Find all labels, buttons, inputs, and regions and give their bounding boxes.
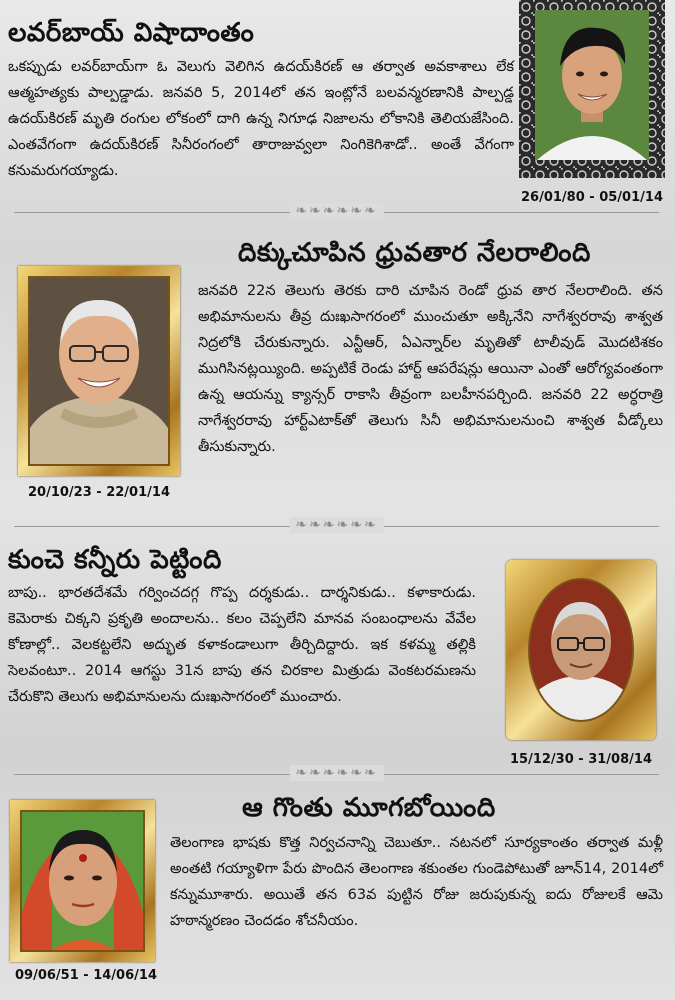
portrait-elderly-man-glasses-icon: [530, 580, 632, 720]
dates-anr: 20/10/23 - 22/01/14: [28, 485, 170, 500]
section-divider: [14, 203, 659, 221]
portrait-elderly-man-icon: [30, 278, 168, 464]
dates-uday-kiran: 26/01/80 - 05/01/14: [521, 190, 663, 205]
photo-frame-anr: [18, 266, 180, 476]
divider-ornament: ❧❧❧❧❧❧: [289, 203, 383, 219]
portrait-young-man-icon: [519, 0, 665, 178]
section-title-shakuntala: ఆ గొంతు మూగబోయింది: [242, 793, 496, 823]
photo-frame-bapu: [506, 560, 656, 740]
portrait-woman-icon: [22, 812, 143, 950]
section-divider: [14, 765, 659, 783]
photo-frame-shakuntala: [10, 800, 155, 962]
dates-bapu: 15/12/30 - 31/08/14: [510, 752, 652, 767]
divider-ornament: ❧❧❧❧❧❧: [289, 517, 383, 533]
section-body-lover-boy: ఒకప్పుడు లవర్‌బాయ్‌గా ఓ వెలుగు వెలిగిన ఉదయ్‌కిరణ్ ఆ తర్వాత అవకాశాలు లేక ఆత్మహత్యకు పాల్పడ్డాడు. జనవరి 5, 2014లో తన ఇంట్లోనే బలవన్మరణానికి పాల్పడ్డ ఉదయ్‌కిరణ్ మృతి రంగుల లోకంలో దాగి ఉన్న నిగూఢ నిజాలను లోకానికి తెలియజేసింది. ఎంతవేగంగా ఉదయ్‌కిరణ్ సినీరంగంలో తారాజువ్వలా నింగికెగిశాడో.. అంతే వేగంగా కనుమరుగయ్యాడు.: [8, 59, 514, 179]
section-body-anr: జనవరి 22న తెలుగు తెరకు దారి చూపిన రెండో ధ్రువ తార నేలరాలింది. తన అభిమానులను తీవ్ర దుఃఖసాగరంలో ముంచుతూ అక్కినేని నాగేశ్వరరావు శాశ్వత నిద్రలోకి చేరుకున్నారు. ఎన్టీఆర్, ఏఎన్నార్‌ల మృతితో టాలీవుడ్ మొదటిశకం ముగిసినట్లయ్యింది. అప్పటికే రెండు హార్ట్ ఆపరేషన్లు ఆయినా ఎంతో ఆరోగ్యవంతంగా ఉన్న ఆయన్ను క్యాన్సర్ రాకాసి తీవ్రంగా బలహీనపర్చింది. జనవరి 22 అర్ధరాత్రి నాగేశ్వరరావు హార్ట్‌ఎటాక్‌తో తెలుగు సినీ అభిమానులనుంచి శాశ్వత వీడ్కోలు తీసుకున్నారు.: [198, 283, 663, 455]
section-divider: [14, 517, 659, 535]
section-title-anr: దిక్కుచూపిన ధ్రువతార నేలరాలింది: [238, 238, 591, 268]
section-title-lover-boy: లవర్‌బాయ్ విషాదాంతం: [8, 18, 255, 48]
dates-shakuntala: 09/06/51 - 14/06/14: [15, 968, 157, 983]
divider-ornament: ❧❧❧❧❧❧: [289, 765, 383, 781]
section-body-shakuntala: తెలంగాణ భాషకు కొత్త నిర్వచనాన్ని చెబుతూ.. నటనలో సూర్యకాంతం తర్వాత మళ్లీ అంతటి గయ్యాళిగా పేరు పొందిన తెలంగాణ శకుంతల గుండెపోటుతో జూన్14, 2014లో కన్నుమూశారు. అయితే తన 63వ పుట్టిన రోజు జరుపుకున్న ఐదు రోజులకే ఆమె హఠాన్మరణం చెందడం శోచనీయం.: [170, 835, 663, 929]
section-body-bapu: బాపు.. భారతదేశమే గర్వించదగ్గ గొప్ప దర్శకుడు.. దార్శనికుడు.. కళాకారుడు. కెమెరాకు చిక్కని ప్రకృతి అందాలను.. కలం చెప్పలేని మానవ సంబంధాలను వేవేల కోణాల్లో.. వెలకట్టలేని అద్భుత కళాకండాలుగా తీర్చిదిద్దారు. ఇక కళమ్మ తల్లికి సెలవంటూ.. 2014 ఆగస్టు 31న బాపు తన చిరకాల మిత్రుడు వెంకటరమణను చేరుకొని తెలుగు అభిమానులను దుఃఖసాగరంలో ముంచారు.: [8, 585, 476, 705]
section-title-bapu: కుంచె కన్నీరు పెట్టింది: [8, 545, 222, 575]
photo-uday-kiran: [519, 0, 665, 178]
